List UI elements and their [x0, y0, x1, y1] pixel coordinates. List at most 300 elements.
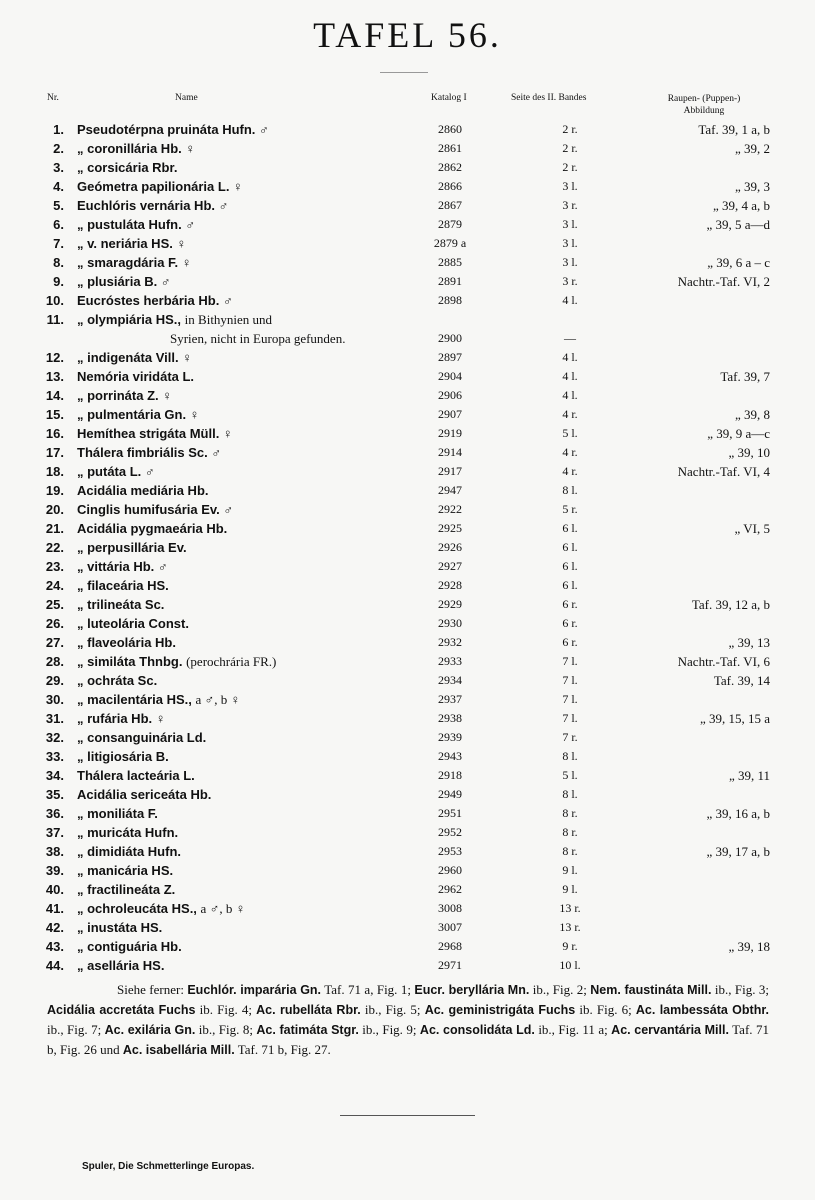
katalog-number: 2879 a	[433, 236, 467, 250]
katalog-number: 2933	[438, 654, 462, 668]
katalog-number: 2962	[438, 882, 462, 896]
species-note: in Bithynien und	[184, 312, 273, 327]
species-note-continued: Syrien, nicht in Europa gefunden.	[170, 331, 346, 346]
species-name	[77, 310, 345, 348]
species-name-text: „ pulmentária Gn. ♀	[77, 407, 200, 422]
species-name	[77, 481, 209, 500]
page-reference: 13 r.	[559, 901, 581, 915]
row-number: 30.	[45, 692, 64, 707]
page-reference: 3 l.	[562, 255, 578, 269]
species-reference: Nem. faustináta Mill.	[590, 983, 712, 997]
katalog-number: 2866	[438, 179, 462, 193]
figure-reference: „ 39, 11	[728, 768, 770, 783]
species-name	[77, 557, 168, 576]
table-row	[0, 443, 815, 462]
table-row	[0, 120, 815, 139]
figure-reference: „ 39, 13	[728, 635, 770, 650]
species-name	[77, 196, 228, 215]
page-reference: 6 l.	[562, 521, 578, 535]
species-reference: Ac. exilária Gn.	[104, 1023, 196, 1037]
figure-reference: Nachtr.-Taf. VI, 4	[677, 464, 770, 479]
species-name	[77, 538, 187, 557]
species-name	[77, 785, 211, 804]
row-number: 31.	[45, 711, 64, 726]
katalog-number: 2953	[438, 844, 462, 858]
species-name	[77, 120, 269, 139]
page-reference: 7 l.	[562, 711, 578, 725]
page-reference: 6 r.	[562, 635, 578, 649]
katalog-number: 2925	[438, 521, 462, 535]
page-title: TAFEL 56.	[313, 15, 502, 55]
table-row	[0, 139, 815, 158]
katalog-number: 2914	[438, 445, 462, 459]
row-number: 7.	[53, 236, 64, 251]
species-name-text: Nemória viridáta L.	[77, 369, 195, 384]
species-name	[77, 348, 192, 367]
species-name-text: „ ochroleucáta HS.,	[77, 901, 197, 916]
katalog-number: 2947	[438, 483, 462, 497]
figure-reference: „ 39, 9 a—c	[707, 426, 770, 441]
species-name	[77, 462, 155, 481]
figure-reference: Nachtr.-Taf. VI, 6	[677, 654, 770, 669]
table-row	[0, 481, 815, 500]
figure-reference: „ 39, 5 a—d	[706, 217, 770, 232]
row-number: 16.	[45, 426, 64, 441]
row-number: 34.	[45, 768, 64, 783]
page-reference: 8 l.	[562, 749, 578, 763]
page-reference: 6 r.	[562, 616, 578, 630]
page-reference: 8 r.	[562, 806, 578, 820]
table-row	[0, 899, 815, 918]
katalog-number: 2904	[438, 369, 462, 383]
figure-reference: „ 39, 8	[734, 407, 770, 422]
species-name	[77, 272, 171, 291]
katalog-number: 2960	[438, 863, 462, 877]
row-number: 38.	[45, 844, 64, 859]
footer-text: ib., Fig. 11 a;	[534, 1022, 612, 1037]
row-number: 39.	[45, 863, 64, 878]
katalog-number: 2879	[438, 217, 462, 231]
katalog-number: 2937	[438, 692, 462, 706]
species-name	[77, 880, 175, 899]
table-row	[0, 766, 815, 785]
figure-reference: Taf. 39, 12 a, b	[691, 597, 770, 612]
species-name-text: „ macilentária HS.,	[77, 692, 192, 707]
table-row	[0, 652, 815, 671]
table-row	[0, 690, 815, 709]
row-number: 26.	[45, 616, 64, 631]
katalog-number: 2898	[438, 293, 462, 307]
table-row	[0, 253, 815, 272]
katalog-number: 2906	[438, 388, 462, 402]
katalog-number: 2891	[438, 274, 462, 288]
header-nr: Nr.	[47, 93, 59, 103]
table-row	[0, 272, 815, 291]
species-name-text: „ smaragdária F. ♀	[77, 255, 192, 270]
table-row	[0, 538, 815, 557]
table-row	[0, 956, 815, 975]
row-number: 2.	[53, 141, 64, 156]
footer-text: ib., Fig. 9;	[358, 1022, 420, 1037]
species-name-text: „ consanguinária Ld.	[77, 730, 207, 745]
species-note: a ♂, b ♀	[195, 692, 241, 707]
page-reference: 5 l.	[562, 426, 578, 440]
header-raupen-line1: Raupen- (Puppen-)	[667, 94, 741, 104]
page-reference: 4 l.	[562, 369, 578, 383]
row-number: 42.	[45, 920, 64, 935]
species-reference: Ac. isabellária Mill.	[122, 1043, 235, 1057]
species-name	[77, 139, 195, 158]
katalog-number: 2930	[438, 616, 462, 630]
species-name	[77, 215, 195, 234]
footer-text: ib., Fig. 5;	[360, 1002, 425, 1017]
page-reference: 7 l.	[562, 692, 578, 706]
figure-reference: „ 39, 2	[734, 141, 770, 156]
katalog-number: 2932	[438, 635, 462, 649]
katalog-number: 2943	[438, 749, 462, 763]
footer-text: ib. Fig. 4;	[195, 1002, 257, 1017]
species-name	[77, 367, 194, 386]
species-reference: Euchlór. imparária Gn.	[187, 983, 322, 997]
katalog-number: 2939	[438, 730, 462, 744]
species-name	[77, 291, 233, 310]
page-reference: 8 r.	[562, 825, 578, 839]
species-name	[77, 424, 233, 443]
table-row	[0, 880, 815, 899]
figure-reference: Nachtr.-Taf. VI, 2	[677, 274, 770, 289]
row-number: 11.	[46, 312, 64, 327]
footer-text: ib., Fig. 2;	[529, 982, 591, 997]
page-reference: 9 l.	[562, 882, 578, 896]
page-reference: 6 r.	[562, 597, 578, 611]
katalog-number: 2968	[438, 939, 462, 953]
species-name	[77, 842, 181, 861]
species-reference: Ac. consolidáta Ld.	[419, 1023, 535, 1037]
figure-reference: „ 39, 16 a, b	[706, 806, 770, 821]
figure-reference: „ 39, 3	[734, 179, 770, 194]
katalog-number: 2885	[438, 255, 462, 269]
row-number: 37.	[45, 825, 64, 840]
katalog-number: 2922	[438, 502, 462, 516]
species-name-text: Thálera fimbriális Sc. ♂	[77, 445, 222, 460]
species-name	[77, 234, 186, 253]
footer-text: ib., Fig. 7;	[47, 1022, 105, 1037]
footer-text: Taf. 71 b, Fig. 27.	[234, 1042, 331, 1057]
katalog-number: 3008	[438, 901, 462, 915]
figure-reference: Taf. 39, 1 a, b	[698, 122, 770, 137]
table-row	[0, 633, 815, 652]
katalog-number: 2934	[438, 673, 462, 687]
species-name-text: „ indigenáta Vill. ♀	[77, 350, 192, 365]
row-number: 5.	[53, 198, 64, 213]
table-row	[0, 937, 815, 956]
row-number: 17.	[45, 445, 64, 460]
species-name-text: „ ochráta Sc.	[77, 673, 158, 688]
species-name-text: „ muricáta Hufn.	[77, 825, 179, 840]
row-number: 4.	[53, 179, 64, 194]
row-number: 13.	[45, 369, 64, 384]
species-table	[0, 120, 815, 975]
table-row	[0, 196, 815, 215]
species-name-text: „ vittária Hb. ♂	[77, 559, 168, 574]
header-katalog: Katalog I	[431, 93, 467, 103]
page-reference: 4 l.	[562, 350, 578, 364]
page-reference: 9 l.	[562, 863, 578, 877]
table-row	[0, 614, 815, 633]
page-reference: 10 l.	[559, 958, 581, 972]
row-number: 9.	[53, 274, 64, 289]
species-name-text: „ trilineáta Sc.	[77, 597, 165, 612]
row-number: 1.	[53, 122, 64, 137]
page-reference: 2 r.	[562, 141, 578, 155]
page-reference: 8 r.	[562, 844, 578, 858]
species-name-text: Hemíthea strigáta Müll. ♀	[77, 426, 233, 441]
species-name-text: „ inustáta HS.	[77, 920, 163, 935]
species-name	[77, 956, 164, 975]
row-number: 25.	[45, 597, 64, 612]
table-row	[0, 462, 815, 481]
species-name	[77, 937, 182, 956]
figure-reference: Taf. 39, 7	[720, 369, 770, 384]
page-reference: 3 l.	[562, 217, 578, 231]
row-number: 23.	[45, 559, 64, 574]
katalog-number: 2861	[438, 141, 462, 155]
species-name-text: „ porrináta Z. ♀	[77, 388, 172, 403]
table-row	[0, 785, 815, 804]
species-name-text: „ manicária HS.	[77, 863, 174, 878]
katalog-number: 2907	[438, 407, 462, 421]
species-name	[77, 500, 233, 519]
species-name-text: „ filaceária HS.	[77, 578, 169, 593]
page-reference: 6 l.	[562, 540, 578, 554]
page-reference: 4 r.	[562, 445, 578, 459]
figure-reference: „ 39, 15, 15 a	[699, 711, 770, 726]
species-name	[77, 861, 173, 880]
species-note: a ♂, b ♀	[200, 901, 246, 916]
table-row	[0, 405, 815, 424]
species-name	[77, 899, 245, 918]
species-name	[77, 386, 172, 405]
page-reference: 7 l.	[562, 654, 578, 668]
page-reference: 3 l.	[562, 179, 578, 193]
page-reference: 7 r.	[562, 730, 578, 744]
table-row	[0, 576, 815, 595]
row-number: 41.	[45, 901, 64, 916]
species-name	[77, 576, 169, 595]
species-name-text: Eucróstes herbária Hb. ♂	[77, 293, 233, 308]
species-name-text: „ litigiosária B.	[77, 749, 169, 764]
species-reference: Acidália accretáta Fuchs	[47, 1003, 196, 1017]
table-row	[0, 842, 815, 861]
species-name	[77, 177, 243, 196]
page-reference: 9 r.	[562, 939, 578, 953]
figure-reference: „ 39, 4 a, b	[712, 198, 770, 213]
row-number: 15.	[45, 407, 64, 422]
species-name-text: „ olympiária HS.,	[77, 312, 182, 327]
page-reference: 4 l.	[562, 293, 578, 307]
row-number: 20.	[45, 502, 64, 517]
table-row	[0, 310, 815, 348]
footer-text: Siehe ferner:	[117, 982, 188, 997]
row-number: 44.	[45, 958, 64, 973]
species-name-text: „ asellária HS.	[77, 958, 165, 973]
figure-reference: „ 39, 6 a – c	[707, 255, 770, 270]
page-reference: 2 r.	[562, 122, 578, 136]
row-number: 10.	[45, 293, 64, 308]
row-number: 28.	[45, 654, 64, 669]
species-reference: Eucr. beryllária Mn.	[414, 983, 530, 997]
table-row	[0, 386, 815, 405]
page-reference: 5 r.	[562, 502, 578, 516]
species-name-text: „ pustuláta Hufn. ♂	[77, 217, 196, 232]
katalog-number: 2938	[438, 711, 462, 725]
page-reference: 13 r.	[559, 920, 581, 934]
table-row	[0, 918, 815, 937]
header-name: Name	[175, 93, 198, 103]
table-row	[0, 158, 815, 177]
table-row	[0, 367, 815, 386]
katalog-number: 2918	[438, 768, 462, 782]
species-reference: Ac. geministrigáta Fuchs	[424, 1003, 576, 1017]
footer-divider	[340, 1115, 475, 1116]
katalog-number: 2917	[438, 464, 462, 478]
species-name-text: Geómetra papilionária L. ♀	[77, 179, 243, 194]
page-reference: 4 r.	[562, 407, 578, 421]
row-number: 29.	[45, 673, 64, 688]
species-name-text: Acidália mediária Hb.	[77, 483, 209, 498]
table-row	[0, 823, 815, 842]
species-name-text: „ perpusillária Ev.	[77, 540, 187, 555]
species-name	[77, 614, 189, 633]
species-name	[77, 823, 178, 842]
table-row	[0, 177, 815, 196]
species-name-text: Acidália sericeáta Hb.	[77, 787, 212, 802]
katalog-number: 2867	[438, 198, 462, 212]
species-name	[77, 766, 195, 785]
species-reference: Ac. fatimáta Stgr.	[256, 1023, 359, 1037]
table-row	[0, 557, 815, 576]
row-number: 8.	[53, 255, 64, 270]
table-row	[0, 291, 815, 310]
row-number: 19.	[45, 483, 64, 498]
table-row	[0, 861, 815, 880]
katalog-number: 2952	[438, 825, 462, 839]
table-row	[0, 709, 815, 728]
species-name-text: Acidália pygmaeária Hb.	[77, 521, 228, 536]
species-name-text: „ plusiária B. ♂	[77, 274, 171, 289]
page-reference: —	[564, 331, 576, 345]
row-number: 35.	[45, 787, 64, 802]
species-name	[77, 728, 206, 747]
species-name	[77, 747, 169, 766]
table-row	[0, 747, 815, 766]
species-name	[77, 519, 227, 538]
page-reference: 4 r.	[562, 464, 578, 478]
species-name-text: Pseudotérpna pruináta Hufn. ♂	[77, 122, 269, 137]
row-number: 22.	[45, 540, 64, 555]
species-name-text: „ dimidiáta Hufn.	[77, 844, 181, 859]
table-row	[0, 804, 815, 823]
table-row	[0, 234, 815, 253]
table-row	[0, 424, 815, 443]
species-reference: Ac. cervantária Mill.	[611, 1023, 729, 1037]
species-name-text: „ luteolária Const.	[77, 616, 189, 631]
species-name	[77, 405, 199, 424]
table-row	[0, 348, 815, 367]
footer-text: ib. Fig. 6;	[575, 1002, 636, 1017]
row-number: 6.	[53, 217, 64, 232]
page-reference: 7 l.	[562, 673, 578, 687]
species-name-text: „ v. neriária HS. ♀	[77, 236, 187, 251]
header-seite: Seite des II. Bandes	[511, 93, 587, 103]
header-raupen-line2: Abbildung	[683, 106, 725, 116]
figure-reference: „ 39, 17 a, b	[706, 844, 770, 859]
katalog-number: 2949	[438, 787, 462, 801]
species-name	[77, 443, 221, 462]
species-name-text: „ flaveolária Hb.	[77, 635, 176, 650]
species-name	[77, 709, 166, 728]
page-reference: 3 l.	[562, 236, 578, 250]
species-name	[77, 671, 157, 690]
page-reference: 8 l.	[562, 483, 578, 497]
species-name	[77, 690, 240, 709]
species-name-text: „ similáta Thnbg.	[77, 654, 183, 669]
species-name-text: Euchlóris vernária Hb. ♂	[77, 198, 229, 213]
species-name-text: „ rufária Hb. ♀	[77, 711, 166, 726]
table-row	[0, 215, 815, 234]
page-reference: 6 l.	[562, 578, 578, 592]
katalog-number: 2926	[438, 540, 462, 554]
species-reference: Ac. lambessáta Obthr.	[635, 1003, 769, 1017]
publication-credit: Spuler, Die Schmetterlinge Europas.	[82, 1161, 255, 1172]
footer-text: Taf. 71 a, Fig. 1;	[321, 982, 415, 997]
species-note: (perochrária FR.)	[186, 654, 277, 669]
katalog-number: 2862	[438, 160, 462, 174]
row-number: 18.	[45, 464, 64, 479]
species-name-text: „ moniliáta F.	[77, 806, 158, 821]
row-number: 21.	[45, 521, 64, 536]
katalog-number: 2897	[438, 350, 462, 364]
table-row	[0, 519, 815, 538]
katalog-number: 2929	[438, 597, 462, 611]
page-reference: 3 r.	[562, 274, 578, 288]
species-name	[77, 918, 162, 937]
footer-note	[47, 980, 769, 1060]
row-number: 12.	[45, 350, 64, 365]
figure-reference: Taf. 39, 14	[713, 673, 770, 688]
row-number: 14.	[45, 388, 64, 403]
page-reference: 5 l.	[562, 768, 578, 782]
species-reference: Ac. rubelláta Rbr.	[256, 1003, 361, 1017]
species-name-text: Thálera lacteária L.	[77, 768, 195, 783]
katalog-number: 2919	[438, 426, 462, 440]
species-name	[77, 633, 176, 652]
table-row	[0, 728, 815, 747]
table-row	[0, 595, 815, 614]
figure-reference: „ 39, 10	[728, 445, 770, 460]
row-number: 40.	[45, 882, 64, 897]
species-name-text: „ coronillária Hb. ♀	[77, 141, 196, 156]
table-row	[0, 500, 815, 519]
figure-reference: „ 39, 18	[728, 939, 770, 954]
species-name	[77, 595, 164, 614]
katalog-number: 2928	[438, 578, 462, 592]
katalog-number: 2860	[438, 122, 462, 136]
katalog-number: 2927	[438, 559, 462, 573]
page-reference: 6 l.	[562, 559, 578, 573]
species-name	[77, 804, 158, 823]
species-name-text: „ putáta L. ♂	[77, 464, 155, 479]
